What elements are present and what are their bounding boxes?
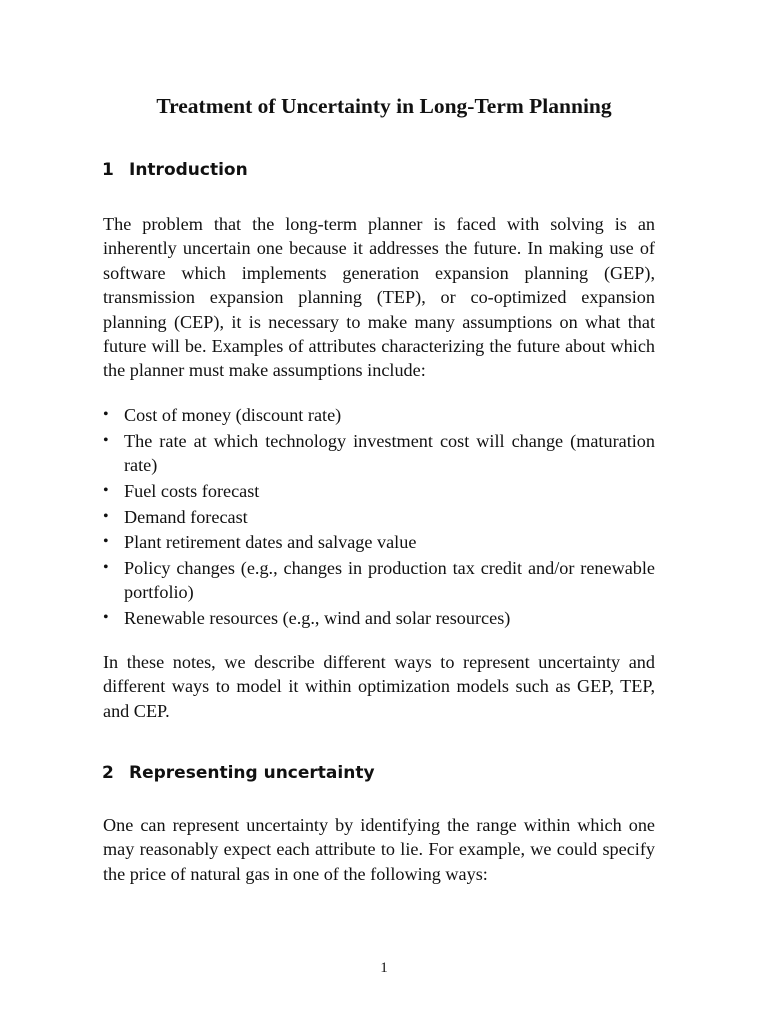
list-item xyxy=(103,479,655,503)
section-number: 1 xyxy=(102,160,114,180)
bullet-icon: • xyxy=(103,609,109,627)
list-item-text: Cost of money (discount rate) xyxy=(124,405,342,425)
list-item xyxy=(103,530,655,554)
section-heading-representing-uncertainty xyxy=(102,761,375,785)
list-item xyxy=(103,403,655,427)
list-item-text: The rate at which technology investment cost will change (maturation rate) xyxy=(124,430,655,476)
section-title: Representing uncertainty xyxy=(129,763,375,783)
bullet-icon: • xyxy=(103,507,109,525)
bullet-icon: • xyxy=(103,431,109,449)
intro-paragraph: The problem that the long-term planner is faced with solving is an inherently uncertain one because it addresses the future. In making use of software which implements generation expansion planning (GEP), transmission expansion planning (TEP), or co-optimized expansion planning (CEP), it is necessary to make many assumptions on what that future will be. Examples of attributes characterizing the future about which the planner must make assumptions include: xyxy=(103,214,655,381)
representing-uncertainty-paragraph: One can represent uncertainty by identifying the range within which one may reasonably expect each attribute to lie. For example, we could specify the price of natural gas in one of the following ways: xyxy=(103,815,655,884)
list-item-text: Demand forecast xyxy=(124,506,248,527)
page-number: 1 xyxy=(380,960,388,976)
list-item-text: Fuel costs forecast xyxy=(124,480,260,501)
bullet-icon: • xyxy=(103,558,109,576)
bullet-icon: • xyxy=(103,533,109,551)
list-item-text: Policy changes (e.g., changes in production tax credit and/or renewable portfolio) xyxy=(124,557,655,603)
assumptions-list xyxy=(103,403,655,632)
bullet-icon: • xyxy=(103,406,109,423)
list-item xyxy=(103,556,655,605)
list-item xyxy=(103,505,655,529)
list-item-text: Renewable resources (e.g., wind and solar resources) xyxy=(124,608,511,629)
document-title: Treatment of Uncertainty in Long-Term Planning xyxy=(156,94,612,118)
bullet-icon: • xyxy=(103,481,109,499)
list-item xyxy=(103,606,655,630)
section-title: Introduction xyxy=(129,160,248,180)
list-item-text: Plant retirement dates and salvage value xyxy=(124,532,417,553)
notes-paragraph: In these notes, we describe different ways to represent uncertainty and different ways to model it within optimization models such as GEP, TEP, and CEP. xyxy=(103,652,655,721)
section-number: 2 xyxy=(102,763,114,783)
section-heading-introduction xyxy=(102,158,248,182)
list-item xyxy=(103,429,655,478)
